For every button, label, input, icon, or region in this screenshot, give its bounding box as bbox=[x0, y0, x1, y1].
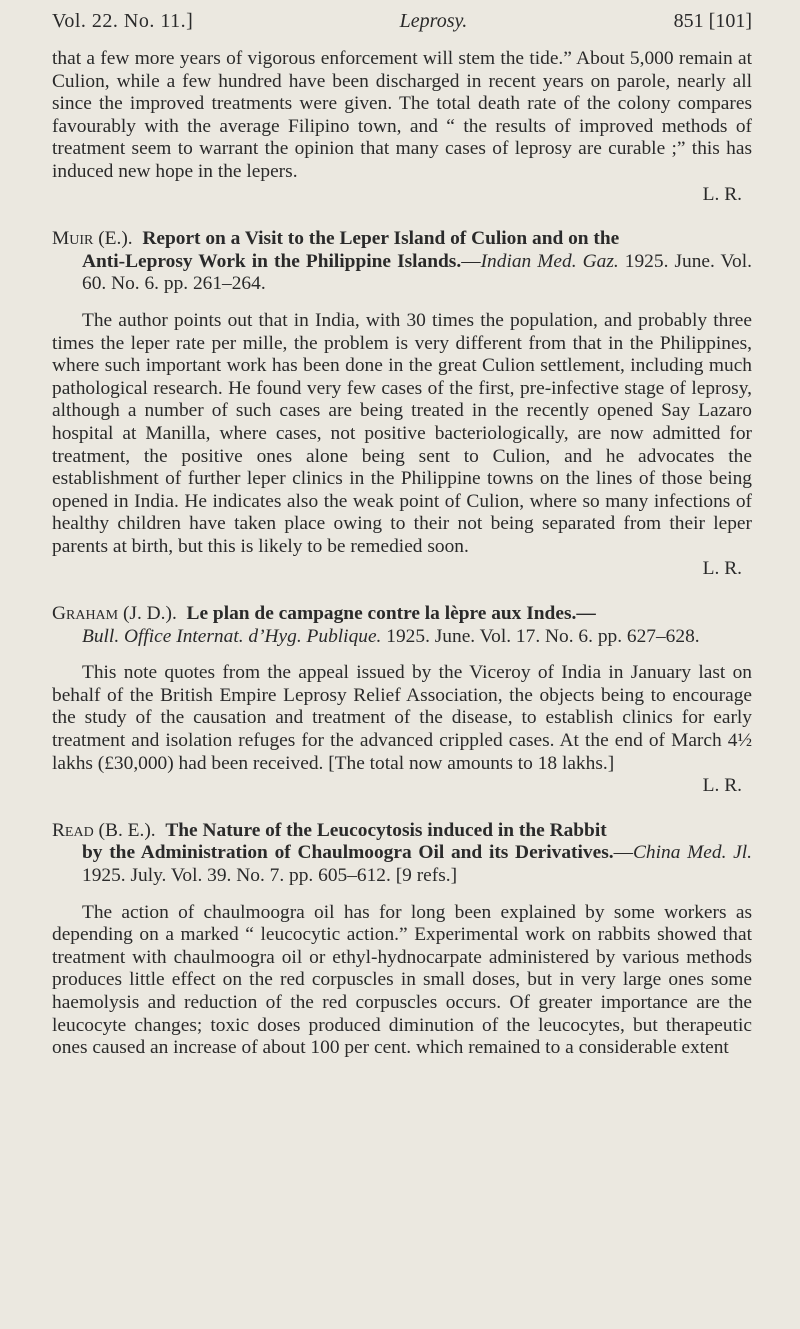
article-title: The Nature of the Leucocytosis induced in the Rabbit bbox=[165, 819, 607, 841]
page-number: 851 [101] bbox=[673, 10, 752, 32]
citation-details: 1925. June. Vol. 17. bbox=[386, 625, 541, 647]
dash: — bbox=[461, 250, 481, 272]
dash: — bbox=[613, 842, 633, 864]
reviewer-signature: L. R. bbox=[702, 183, 742, 205]
journal: China Med. Jl. bbox=[633, 842, 753, 864]
citation bbox=[52, 603, 752, 648]
article-title: Le plan de campagne contre la lèpre aux Indes.— bbox=[186, 603, 596, 625]
reviewer-signature: L. R. bbox=[702, 775, 742, 797]
reviewer-signature: L. R. bbox=[702, 558, 742, 580]
citation-details: 1925. June. Vol. 60. No. 6. pp. 261–264. bbox=[82, 250, 752, 295]
abstract-entry bbox=[52, 228, 752, 581]
reference-count: [9 refs.] bbox=[395, 865, 458, 886]
running-header bbox=[52, 10, 752, 48]
citation bbox=[52, 820, 752, 888]
volume-number: Vol. 22. No. 11.] bbox=[52, 10, 194, 32]
citation-details-cont: No. 6. pp. 627–628. bbox=[545, 625, 700, 647]
running-title: Leprosy. bbox=[399, 10, 468, 32]
intro-paragraph: that a few more years of vigorous enforcement will stem the tide.” About 5,000 remain at Culion, while a few hundred have been discharged in recent years on parole, nearly all since the improved treatments were given. The total death rate of the colony compares favourably with the average Filipino town, and “ the results of improved methods of treatment seem to warrant the opinion that many cases of leprosy are curable ;” this has induced new hope in the lepers. bbox=[52, 48, 752, 182]
abstract-body: The action of chaulmoogra oil has for long been explained by some workers as depending on a marked “ leucocytic action.” Experimental work on rabbits showed that treatment with chaulmoogra oil or ethyl-hydnocarpate administered by various methods produces little effect on the red corpuscles in small doses, but in very large ones some haemolysis and reduction of the red corpuscles occurs. Of greater importance are the leucocyte changes; toxic doses produced diminution of the leucocytes, but therapeutic ones caused an increase of about 100 per cent. which remained to a considerable extent bbox=[52, 901, 752, 1059]
article-title: Report on a Visit to the Leper Island of Culion and on the bbox=[142, 228, 620, 250]
journal: Indian Med. Gaz. bbox=[480, 250, 619, 272]
author: Graham (J. D.). bbox=[52, 603, 177, 625]
abstract-entry bbox=[52, 820, 752, 1060]
abstract-body: The author points out that in India, with 30 times the population, and probably three times the leper rate per mille, the problem is very different from that in the Philippines, where such important work has been done in the great Culion settlement, including much pathological research. He found very few cases of the first, pre-infective stage of leprosy, although a number of such cases are being treated in the recently opened Say Lazaro hospital at Manilla, where cases, not positive bacteriologically, are now admitted for treatment, the positive ones alone being sent to Culion, and he advocates the establishment of further leper clinics in the Philippine towns on the lines of those being opened in India. He indicates also the weak point of Culion, where so many infections of healthy children have taken place owing to their not being separated from their leper parents at birth, but this is likely to be remedied soon. bbox=[52, 309, 752, 557]
article-title-cont: by the Administration of Chaulmoogra Oil and its Derivatives. bbox=[82, 842, 614, 864]
abstract-entry bbox=[52, 603, 752, 798]
abstract-body: This note quotes from the appeal issued by the Viceroy of India in January last on behalf of the British Empire Leprosy Relief Association, the objects being to encourage the study of the causation and treatment of the disease, to establish clinics for early treatment and isolation refuges for the advanced crippled cases. At the end of March 4½ lakhs (£30,000) had been received. [The total now amounts to 18 lakhs.] bbox=[52, 662, 752, 774]
citation-details: 1925. July. Vol. 39. No. 7. pp. 605–612. bbox=[82, 865, 391, 886]
author: Read (B. E.). bbox=[52, 819, 156, 841]
journal: Bull. Office Internat. d’Hyg. Publique. bbox=[82, 625, 382, 647]
article-title-cont: Anti-Leprosy Work in the Philippine Islands. bbox=[82, 250, 462, 272]
author: Muir (E.). bbox=[52, 228, 133, 250]
citation bbox=[52, 228, 752, 296]
